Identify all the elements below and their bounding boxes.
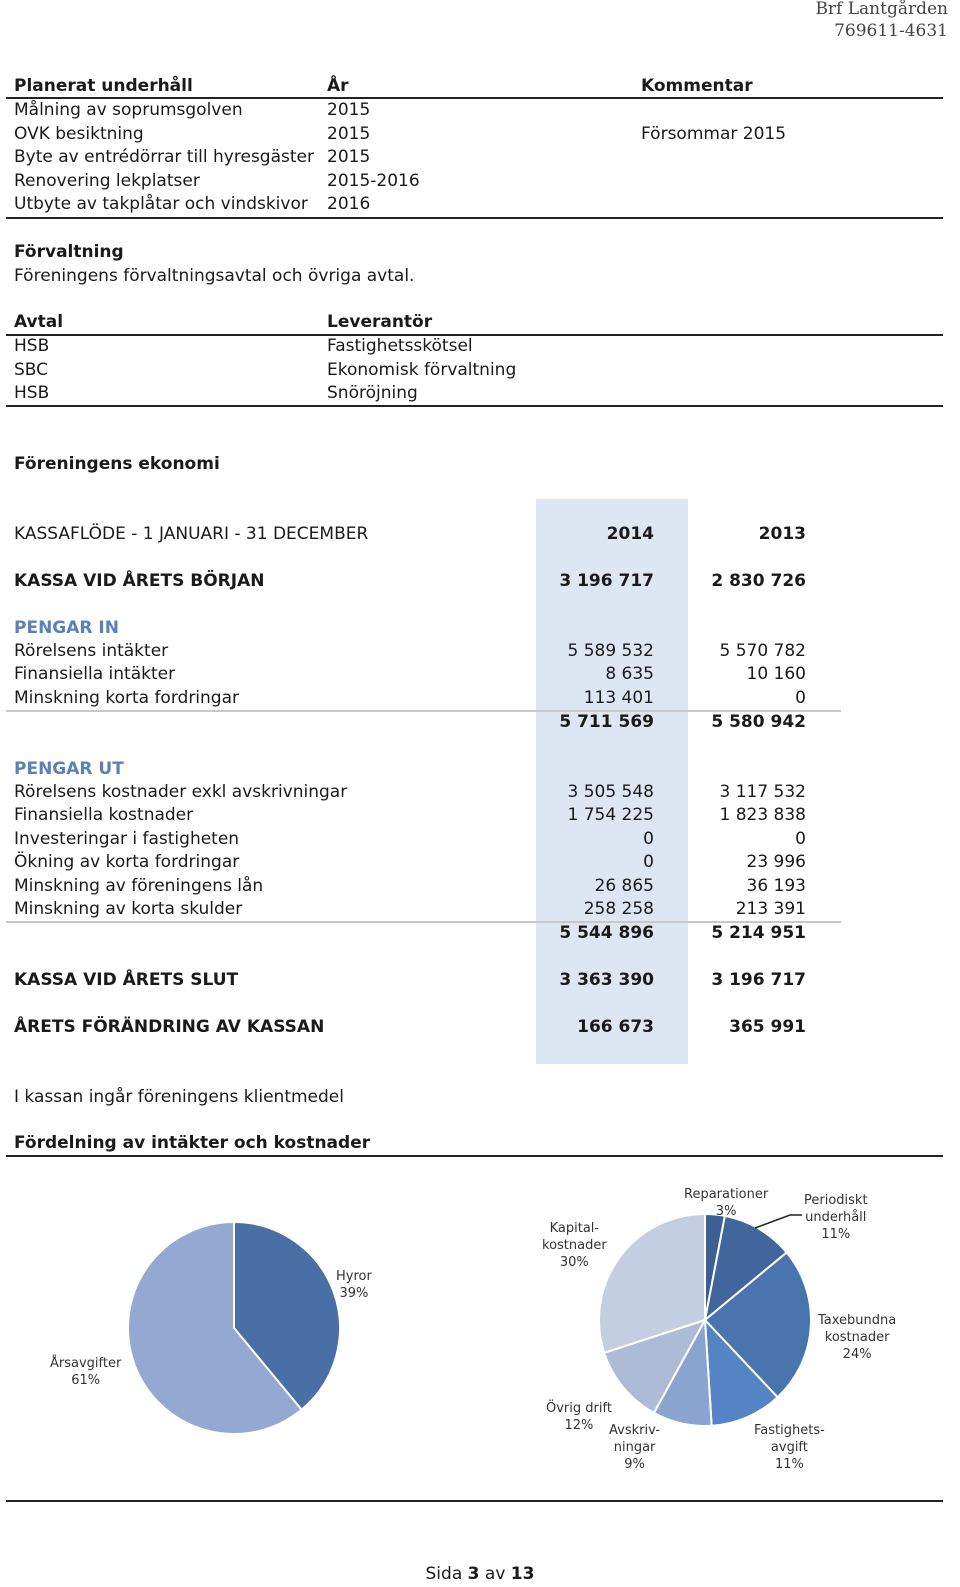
expense-row-2013: 3 117 532 — [719, 782, 806, 802]
pie-label-taxebundna: Taxebundna kostnader 24% — [818, 1313, 897, 1362]
page-footer — [0, 1564, 960, 1584]
expense-section-title: PENGAR UT — [14, 759, 124, 779]
expense-row-2014: 258 258 — [583, 899, 654, 919]
maintenance-row-item: Utbyte av takplåtar och vindskivor — [14, 194, 308, 214]
expense-row-2014: 0 — [643, 829, 654, 849]
footer-mid: av — [484, 1564, 506, 1584]
company-header — [815, 0, 948, 42]
expense-row-2013: 0 — [795, 829, 806, 849]
maintenance-header-comment: Kommentar — [641, 76, 753, 96]
pie-label-periodiskt: Periodiskt underhåll 11% — [804, 1193, 868, 1242]
pie-label-arsavgifter: Årsavgifter 61% — [50, 1356, 122, 1388]
year-2013: 2013 — [758, 524, 806, 544]
maintenance-header-item: Planerat underhåll — [14, 76, 193, 96]
maintenance-row-year: 2016 — [327, 194, 371, 214]
expense-row-label: Finansiella kostnader — [14, 805, 194, 825]
expense-row-2014: 3 505 548 — [567, 782, 654, 802]
closing-2013: 3 196 717 — [711, 970, 806, 990]
distribution-title: Fördelning av intäkter och kostnader — [14, 1133, 371, 1153]
income-row-2014: 113 401 — [583, 688, 654, 708]
change-2014: 166 673 — [577, 1017, 654, 1037]
maintenance-row-year: 2015 — [327, 147, 371, 167]
economy-title: Föreningens ekonomi — [14, 454, 220, 474]
expense-row-2014: 0 — [643, 852, 654, 872]
divider — [6, 97, 943, 99]
expense-row-label: Investeringar i fastigheten — [14, 829, 240, 849]
maintenance-row-item: Renovering lekplatser — [14, 171, 200, 191]
income-row-2013: 0 — [795, 688, 806, 708]
company-name: Brf Lantgården — [815, 0, 948, 19]
maintenance-row-year: 2015 — [327, 100, 371, 120]
divider — [6, 334, 943, 336]
income-pie — [128, 1222, 340, 1434]
expense-total-2013: 5 214 951 — [711, 923, 806, 943]
maintenance-row-year: 2015 — [327, 124, 371, 144]
change-label: ÅRETS FÖRÄNDRING AV KASSAN — [14, 1017, 325, 1037]
agreements-header-avtal: Avtal — [14, 312, 64, 332]
year-2014: 2014 — [606, 524, 654, 544]
management-title: Förvaltning — [14, 242, 124, 262]
pie-label-ovrig-drift: Övrig drift 12% — [546, 1401, 612, 1433]
expense-row-label: Minskning av föreningens lån — [14, 876, 264, 896]
expense-row-2014: 26 865 — [594, 876, 654, 896]
expense-row-2013: 1 823 838 — [719, 805, 806, 825]
agreement-row-avtal: SBC — [14, 360, 49, 380]
income-row-label: Rörelsens intäkter — [14, 641, 169, 661]
income-row-label: Finansiella intäkter — [14, 664, 176, 684]
agreements-header-supplier: Leverantör — [327, 312, 433, 332]
expense-row-2014: 1 754 225 — [567, 805, 654, 825]
maintenance-header-year: År — [327, 76, 349, 96]
pie-label-avskrivningar: Avskriv- ningar 9% — [609, 1423, 661, 1472]
maintenance-row-comment: Försommar 2015 — [641, 124, 787, 144]
org-number: 769611-4631 — [834, 21, 948, 41]
expense-row-2013: 36 193 — [746, 876, 806, 896]
change-2013: 365 991 — [729, 1017, 806, 1037]
agreement-row-supplier: Fastighetsskötsel — [327, 336, 473, 356]
pie-label-kapitalkostnader: Kapital- kostnader 30% — [542, 1221, 607, 1270]
income-row-label: Minskning korta fordringar — [14, 688, 240, 708]
cash-note: I kassan ingår föreningens klientmedel — [14, 1087, 344, 1107]
divider — [6, 1500, 943, 1502]
income-total-2014: 5 711 569 — [559, 712, 654, 732]
income-row-2013: 5 570 782 — [719, 641, 806, 661]
expense-row-label: Minskning av korta skulder — [14, 899, 243, 919]
pie-label-hyror: Hyror 39% — [336, 1269, 372, 1301]
expense-row-2013: 213 391 — [735, 899, 806, 919]
agreement-row-supplier: Snöröjning — [327, 383, 418, 403]
cashflow-label: KASSAFLÖDE - 1 JANUARI - 31 DECEMBER — [14, 524, 369, 544]
maintenance-row-item: Målning av soprumsgolven — [14, 100, 243, 120]
opening-2013: 2 830 726 — [711, 571, 806, 591]
maintenance-row-item: OVK besiktning — [14, 124, 144, 144]
pie-label-fastighetsavgift: Fastighets- avgift 11% — [754, 1423, 825, 1472]
footer-page: 3 — [467, 1564, 480, 1584]
opening-label: KASSA VID ÅRETS BÖRJAN — [14, 571, 265, 591]
agreement-row-supplier: Ekonomisk förvaltning — [327, 360, 517, 380]
pie-label-reparationer: Reparationer 3% — [684, 1187, 769, 1219]
agreement-row-avtal: HSB — [14, 383, 50, 403]
cost-pie — [599, 1214, 811, 1426]
divider — [6, 1155, 943, 1157]
income-total-2013: 5 580 942 — [711, 712, 806, 732]
income-row-2014: 5 589 532 — [567, 641, 654, 661]
opening-2014: 3 196 717 — [559, 571, 654, 591]
management-subtitle: Föreningens förvaltningsavtal och övriga avtal. — [14, 266, 415, 286]
divider — [6, 405, 943, 407]
income-section-title: PENGAR IN — [14, 618, 119, 638]
expense-total-2014: 5 544 896 — [559, 923, 654, 943]
income-row-2013: 10 160 — [746, 664, 806, 684]
expense-row-label: Rörelsens kostnader exkl avskrivningar — [14, 782, 348, 802]
closing-2014: 3 363 390 — [559, 970, 654, 990]
agreement-row-avtal: HSB — [14, 336, 50, 356]
closing-label: KASSA VID ÅRETS SLUT — [14, 970, 239, 990]
footer-total: 13 — [510, 1564, 535, 1584]
maintenance-row-item: Byte av entrédörrar till hyresgäster — [14, 147, 314, 167]
footer-prefix: Sida — [425, 1564, 463, 1584]
expense-row-2013: 23 996 — [746, 852, 806, 872]
maintenance-row-year: 2015-2016 — [327, 171, 420, 191]
expense-row-label: Ökning av korta fordringar — [14, 852, 240, 872]
income-row-2014: 8 635 — [605, 664, 654, 684]
divider — [6, 217, 943, 219]
